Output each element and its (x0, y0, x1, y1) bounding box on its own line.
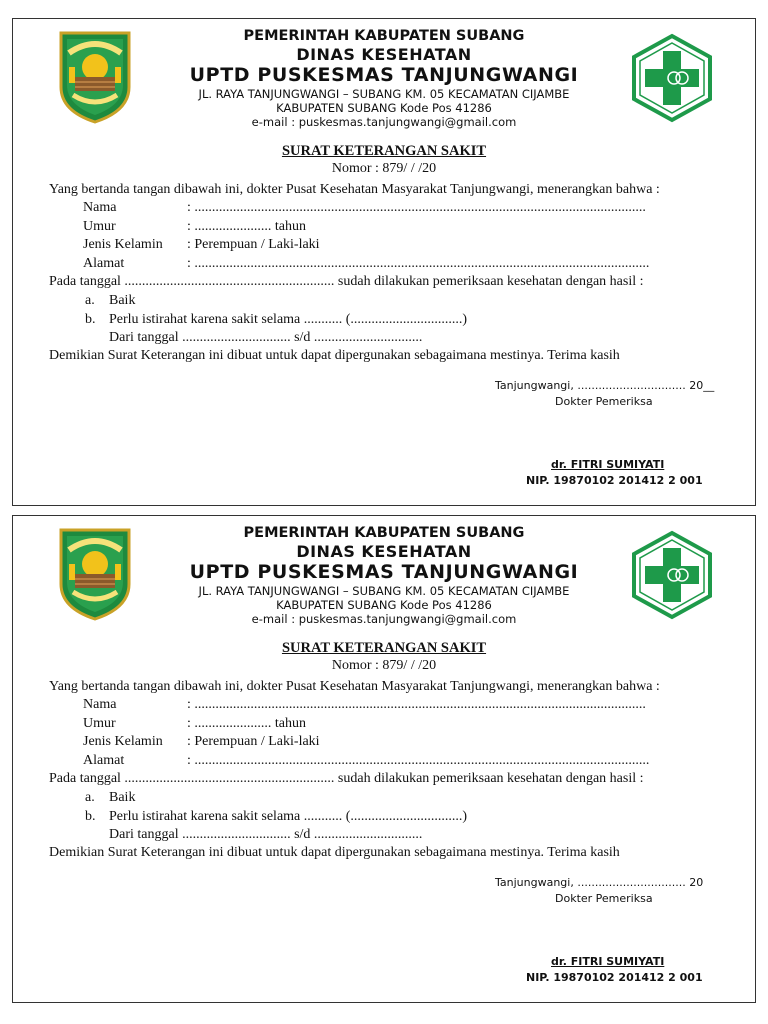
intro-text: Yang bertanda tangan dibawah ini, dokter Pusat Kesehatan Masyarakat Tanjungwangi, menerangkan bahwa : (49, 679, 660, 694)
doctor-name: dr. FITRI SUMIYATI (551, 955, 665, 968)
doctor-nip: NIP. 19870102 201412 2 001 (526, 971, 703, 984)
alamat-field[interactable]: : .................................................................................................................................. (187, 753, 650, 768)
place-date[interactable]: Tanjungwangi, ............................... 20__ (495, 379, 715, 392)
option-a-marker: a. (85, 293, 95, 308)
nama-field[interactable]: : ................................................................................................................................. (187, 200, 646, 215)
department-name: DINAS KESEHATAN (296, 542, 472, 561)
puskesmas-logo-icon (630, 33, 714, 123)
sick-letter-form-top (12, 18, 756, 506)
exam-date-line[interactable]: Pada tanggal ............................................................ sudah dilakukan pemeriksaan kesehatan dengan hasil : (49, 274, 644, 289)
gender-field[interactable]: : Perempuan / Laki-laki (187, 734, 320, 749)
postal-line: KABUPATEN SUBANG Kode Pos 41286 (276, 598, 492, 612)
doctor-role: Dokter Pemeriksa (555, 395, 653, 408)
email-line: e-mail : puskesmas.tanjungwangi@gmail.com (251, 115, 517, 129)
option-a-marker: a. (85, 790, 95, 805)
puskesmas-logo-icon (630, 530, 714, 620)
government-name: PEMERINTAH KABUPATEN SUBANG (243, 525, 525, 541)
alamat-field[interactable]: : .................................................................................................................................. (187, 256, 650, 271)
email-line: e-mail : puskesmas.tanjungwangi@gmail.com (251, 612, 517, 626)
exam-date-line[interactable]: Pada tanggal ............................................................ sudah dilakukan pemeriksaan kesehatan dengan hasil : (49, 771, 644, 786)
postal-line: KABUPATEN SUBANG Kode Pos 41286 (276, 101, 492, 115)
place-date[interactable]: Tanjungwangi, ............................... 20 (495, 876, 704, 889)
rest-date-range[interactable]: Dari tanggal ............................... s/d ............................... (109, 827, 423, 842)
closing-text: Demikian Surat Keterangan ini dibuat untuk dapat dipergunakan sebagaimana mestinya. Terima kasih (49, 348, 620, 363)
rest-date-range[interactable]: Dari tanggal ............................... s/d ............................... (109, 330, 423, 345)
gender-label: Jenis Kelamin (83, 237, 163, 252)
address-line: JL. RAYA TANJUNGWANGI – SUBANG KM. 05 KECAMATAN CIJAMBE (198, 87, 570, 101)
clinic-name: UPTD PUSKESMAS TANJUNGWANGI (189, 561, 579, 583)
umur-label: Umur (83, 716, 116, 731)
gender-field[interactable]: : Perempuan / Laki-laki (187, 237, 320, 252)
letter-number: Nomor : 879/ / /20 (331, 161, 437, 176)
form-title: SURAT KETERANGAN SAKIT (281, 640, 487, 656)
option-b-text[interactable]: Perlu istirahat karena sakit selama ........... (................................) (109, 312, 468, 327)
umur-field[interactable]: : ...................... tahun (187, 716, 306, 731)
umur-label: Umur (83, 219, 116, 234)
option-b-marker: b. (85, 312, 96, 327)
clinic-name: UPTD PUSKESMAS TANJUNGWANGI (189, 64, 579, 86)
option-a-text: Baik (109, 790, 136, 805)
alamat-label: Alamat (83, 753, 125, 768)
option-b-marker: b. (85, 809, 96, 824)
option-b-text[interactable]: Perlu istirahat karena sakit selama ........... (................................) (109, 809, 468, 824)
doctor-role: Dokter Pemeriksa (555, 892, 653, 905)
option-a-text: Baik (109, 293, 136, 308)
nama-label: Nama (83, 200, 117, 215)
form-title: SURAT KETERANGAN SAKIT (281, 143, 487, 159)
government-name: PEMERINTAH KABUPATEN SUBANG (243, 28, 525, 44)
closing-text: Demikian Surat Keterangan ini dibuat untuk dapat dipergunakan sebagaimana mestinya. Terima kasih (49, 845, 620, 860)
doctor-name: dr. FITRI SUMIYATI (551, 458, 665, 471)
letter-number: Nomor : 879/ / /20 (331, 658, 437, 673)
sick-letter-form-bottom (12, 515, 756, 1003)
address-line: JL. RAYA TANJUNGWANGI – SUBANG KM. 05 KECAMATAN CIJAMBE (198, 584, 570, 598)
alamat-label: Alamat (83, 256, 125, 271)
gender-label: Jenis Kelamin (83, 734, 163, 749)
umur-field[interactable]: : ...................... tahun (187, 219, 306, 234)
intro-text: Yang bertanda tangan dibawah ini, dokter Pusat Kesehatan Masyarakat Tanjungwangi, menerangkan bahwa : (49, 182, 660, 197)
nama-field[interactable]: : ................................................................................................................................. (187, 697, 646, 712)
department-name: DINAS KESEHATAN (296, 45, 472, 64)
nama-label: Nama (83, 697, 117, 712)
doctor-nip: NIP. 19870102 201412 2 001 (526, 474, 703, 487)
